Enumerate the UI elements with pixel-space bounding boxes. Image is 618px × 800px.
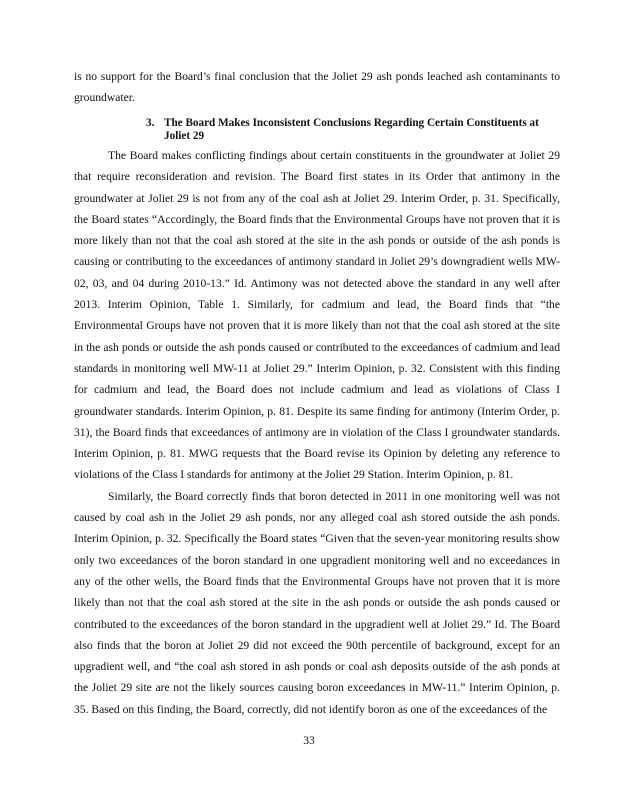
section-title: The Board Makes Inconsistent Conclusions Regarding Certain Constituents at Joliet 29: [164, 117, 539, 142]
intro-paragraph-block: [74, 66, 560, 109]
paragraph-antimony: The Board makes conflicting findings about certain constituents in the groundwater at Joliet 29 that require reconsideration and revision. The Board first states in its Order that antimony in the groundwater at Joliet 29 is not from any of the coal ash at Joliet 29. Interim Order, p. 31. Specifically, the Board states “Accordingly, the Board finds that the Environmental Groups have not proven that it is more likely than not that the coal ash stored at the site in the ash ponds or outside of the ash ponds is causing or contributing to the exceedances of antimony standard in Joliet 29’s downgradient wells MW-02, 03, and 04 during 2010-13.” Id. Antimony was not detected above the standard in any well after 2013. Interim Opinion, Table 1. Similarly, for cadmium and lead, the Board finds that “the Environmental Groups have not proven that it is more likely than not that the coal ash stored at the site in the ash ponds or outside the ash ponds caused or contributed to the exceedances of cadmium and lead standards in monitoring well MW-11 at Joliet 29.” Interim Opinion, p. 32. Consistent with this finding for cadmium and lead, the Board does not include cadmium and lead as violations of Class I groundwater standards. Interim Opinion, p. 81. Despite its same finding for antimony (Interim Order, p. 31), the Board finds that exceedances of antimony are in violation of the Class I groundwater standards. Interim Opinion, p. 81. MWG requests that the Board revise its Opinion by deleting any reference to violations of the Class I standards for antimony at the Joliet 29 Station. Interim Opinion, p. 81.: [74, 149, 560, 482]
intro-paragraph: is no support for the Board’s final conclusion that the Joliet 29 ash ponds leached ash contaminants to groundwater.: [74, 70, 560, 105]
body-text: [74, 145, 560, 720]
paragraph-boron: Similarly, the Board correctly finds that boron detected in 2011 in one monitoring well was not caused by coal ash in the Joliet 29 ash ponds, nor any alleged coal ash stored outside the ash ponds. Interim Opinion, p. 32. Specifically the Board states “Given that the seven-year monitoring results show only two exceedances of the boron standard in one upgradient monitoring well and no exceedances in any of the other wells, the Board finds that the Environmental Groups have not proven that it is more likely than not that the coal ash stored at the site in the ash ponds or outside the ash ponds caused or contributed to the exceedances of the boron standard in the upgradient well at Joliet 29.” Id. The Board also finds that the boron at Joliet 29 did not exceed the 90th percentile of background, except for an upgradient well, and “the coal ash stored in ash ponds or coal ash deposits outside of the ash ponds at the Joliet 29 site are not the likely sources causing boron exceedances in MW-11.” Interim Opinion, p. 35. Based on this finding, the Board, correctly, did not identify boron as one of the exceedances of the: [74, 489, 560, 716]
section-number: 3.: [146, 117, 155, 129]
section-heading: [146, 117, 556, 143]
page-number: 33: [303, 734, 315, 747]
